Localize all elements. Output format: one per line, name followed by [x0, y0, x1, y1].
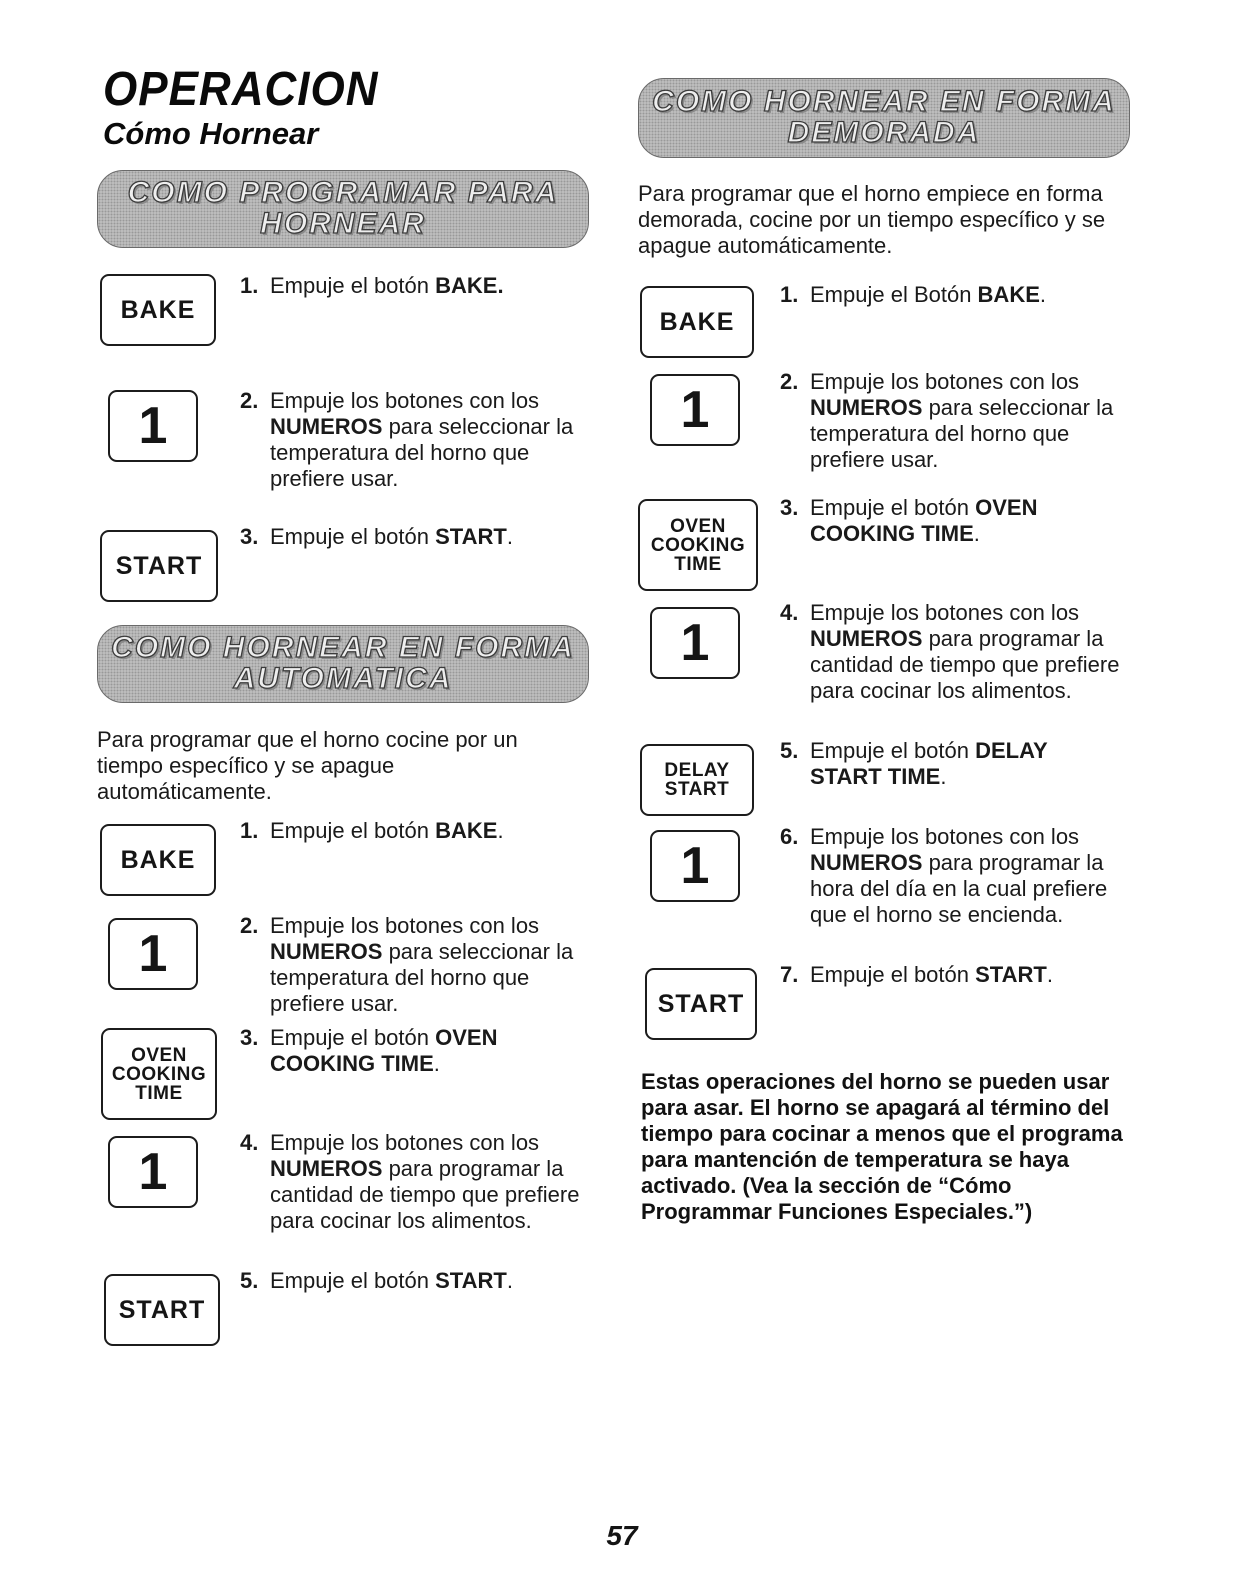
oven-cooking-time-key-icon: OVEN COOKING TIME [638, 499, 758, 591]
bake-key-icon: BAKE [640, 286, 754, 358]
step-5: 5. Empuje el botón START. [240, 1268, 513, 1293]
number-key-icon: 1 [650, 374, 740, 446]
step-1: 1. Empuje el botón BAKE. [240, 818, 504, 843]
number-key-icon: 1 [108, 390, 198, 462]
step-3: 3. Empuje el botón OVEN COOKING TIME. [240, 1025, 498, 1076]
intro-paragraph: Para programar que el horno empiece en forma demorada, cocine por un tiempo específico y se apague automáticamente. [638, 181, 1106, 258]
step-2: 2. Empuje los botones con los NUMEROS para seleccionar la temperatura del horno que prefiere usar. [780, 369, 1114, 472]
page-title: OPERACION [103, 62, 379, 116]
oven-cooking-time-key-icon: OVEN COOKING TIME [101, 1028, 217, 1120]
section-banner-programar-hornear: COMO PROGRAMAR PARA HORNEAR [97, 170, 589, 248]
step-2: 2. Empuje los botones con los NUMEROS para seleccionar la temperatura del horno que prefiere usar. [240, 913, 574, 1016]
delay-start-key-icon: DELAY START [640, 744, 754, 816]
page-subtitle: Cómo Hornear [103, 116, 319, 151]
step-6: 6. Empuje los botones con los NUMEROS para programar la hora del día en la cual prefiere que el horno se encienda. [780, 824, 1108, 927]
section-banner-hornear-automatica: COMO HORNEAR EN FORMA AUTOMATICA [97, 625, 589, 703]
step-4: 4. Empuje los botones con los NUMEROS para programar la cantidad de tiempo que prefiere para cocinar los alimentos. [240, 1130, 580, 1233]
number-key-icon: 1 [108, 918, 198, 990]
intro-paragraph: Para programar que el horno cocine por un tiempo específico y se apague automáticamente. [97, 727, 518, 804]
number-key-icon: 1 [650, 830, 740, 902]
step-1: 1. Empuje el botón BAKE. [240, 273, 504, 298]
step-5: 5. Empuje el botón DELAY START TIME. [780, 738, 1048, 789]
step-2: 2. Empuje los botones con los NUMEROS para seleccionar la temperatura del horno que prefiere usar. [240, 388, 574, 491]
bake-key-icon: BAKE [100, 824, 216, 896]
note-paragraph: Estas operaciones del horno se pueden usar para asar. El horno se apagará al término del tiempo para cocinar a menos que el programa para mantención de temperatura se haya activado. (Vea la sección de “Cómo Programmar Funciones Especiales.”) [641, 1069, 1123, 1224]
step-4: 4. Empuje los botones con los NUMEROS para programar la cantidad de tiempo que prefiere para cocinar los alimentos. [780, 600, 1120, 703]
step-1: 1. Empuje el Botón BAKE. [780, 282, 1047, 307]
number-key-icon: 1 [108, 1136, 198, 1208]
page-number: 57 [606, 1520, 638, 1551]
step-3: 3. Empuje el botón START. [240, 524, 513, 549]
start-key-icon: START [645, 968, 757, 1040]
start-key-icon: START [100, 530, 218, 602]
number-key-icon: 1 [650, 607, 740, 679]
section-banner-hornear-demorada: COMO HORNEAR EN FORMA DEMORADA [638, 78, 1130, 158]
bake-key-icon: BAKE [100, 274, 216, 346]
step-3: 3. Empuje el botón OVEN COOKING TIME. [780, 495, 1038, 546]
step-7: 7. Empuje el botón START. [780, 962, 1053, 987]
start-key-icon: START [104, 1274, 220, 1346]
